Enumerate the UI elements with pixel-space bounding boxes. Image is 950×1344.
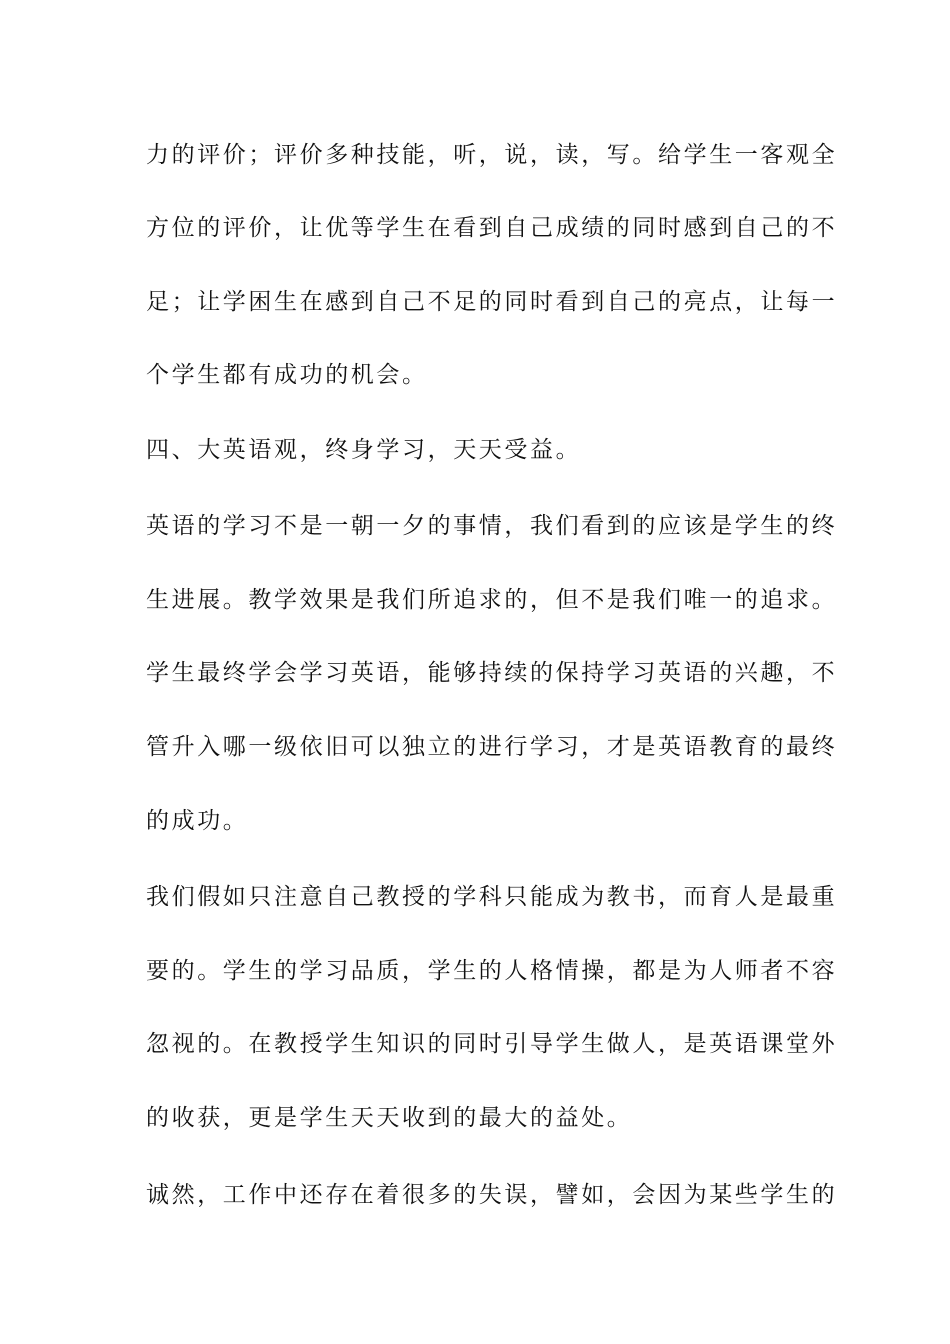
text-line: 英语的学习不是一朝一夕的事情，我们看到的应该是学生的终: [146, 513, 838, 539]
text-line: 学生最终学会学习英语，能够持续的保持学习英语的兴趣，不: [146, 660, 838, 686]
text-line: 足；让学困生在感到自己不足的同时看到自己的亮点，让每一: [146, 289, 838, 315]
section-heading: 四、大英语观，终身学习，天天受益。: [146, 437, 582, 463]
text-line: 管升入哪一级依旧可以独立的进行学习，才是英语教育的最终: [146, 734, 838, 760]
text-line: 力的评价；评价多种技能，听，说，读，写。给学生一客观全: [146, 142, 838, 168]
text-line: 我们假如只注意自己教授的学科只能成为教书，而育人是最重: [146, 884, 838, 910]
text-line: 要的。学生的学习品质，学生的人格情操，都是为人师者不容: [146, 958, 838, 984]
text-line: 诚然，工作中还存在着很多的失误，譬如，会因为某些学生的: [146, 1182, 838, 1208]
text-line: 方位的评价，让优等学生在看到自己成绩的同时感到自己的不: [146, 215, 838, 241]
text-line: 的成功。: [146, 808, 249, 834]
text-line: 的收获，更是学生天天收到的最大的益处。: [146, 1105, 633, 1131]
text-line: 生进展。教学效果是我们所追求的，但不是我们唯一的追求。: [146, 587, 838, 613]
text-line: 忽视的。在教授学生知识的同时引导学生做人，是英语课堂外: [146, 1031, 838, 1057]
text-line: 个学生都有成功的机会。: [146, 362, 428, 388]
